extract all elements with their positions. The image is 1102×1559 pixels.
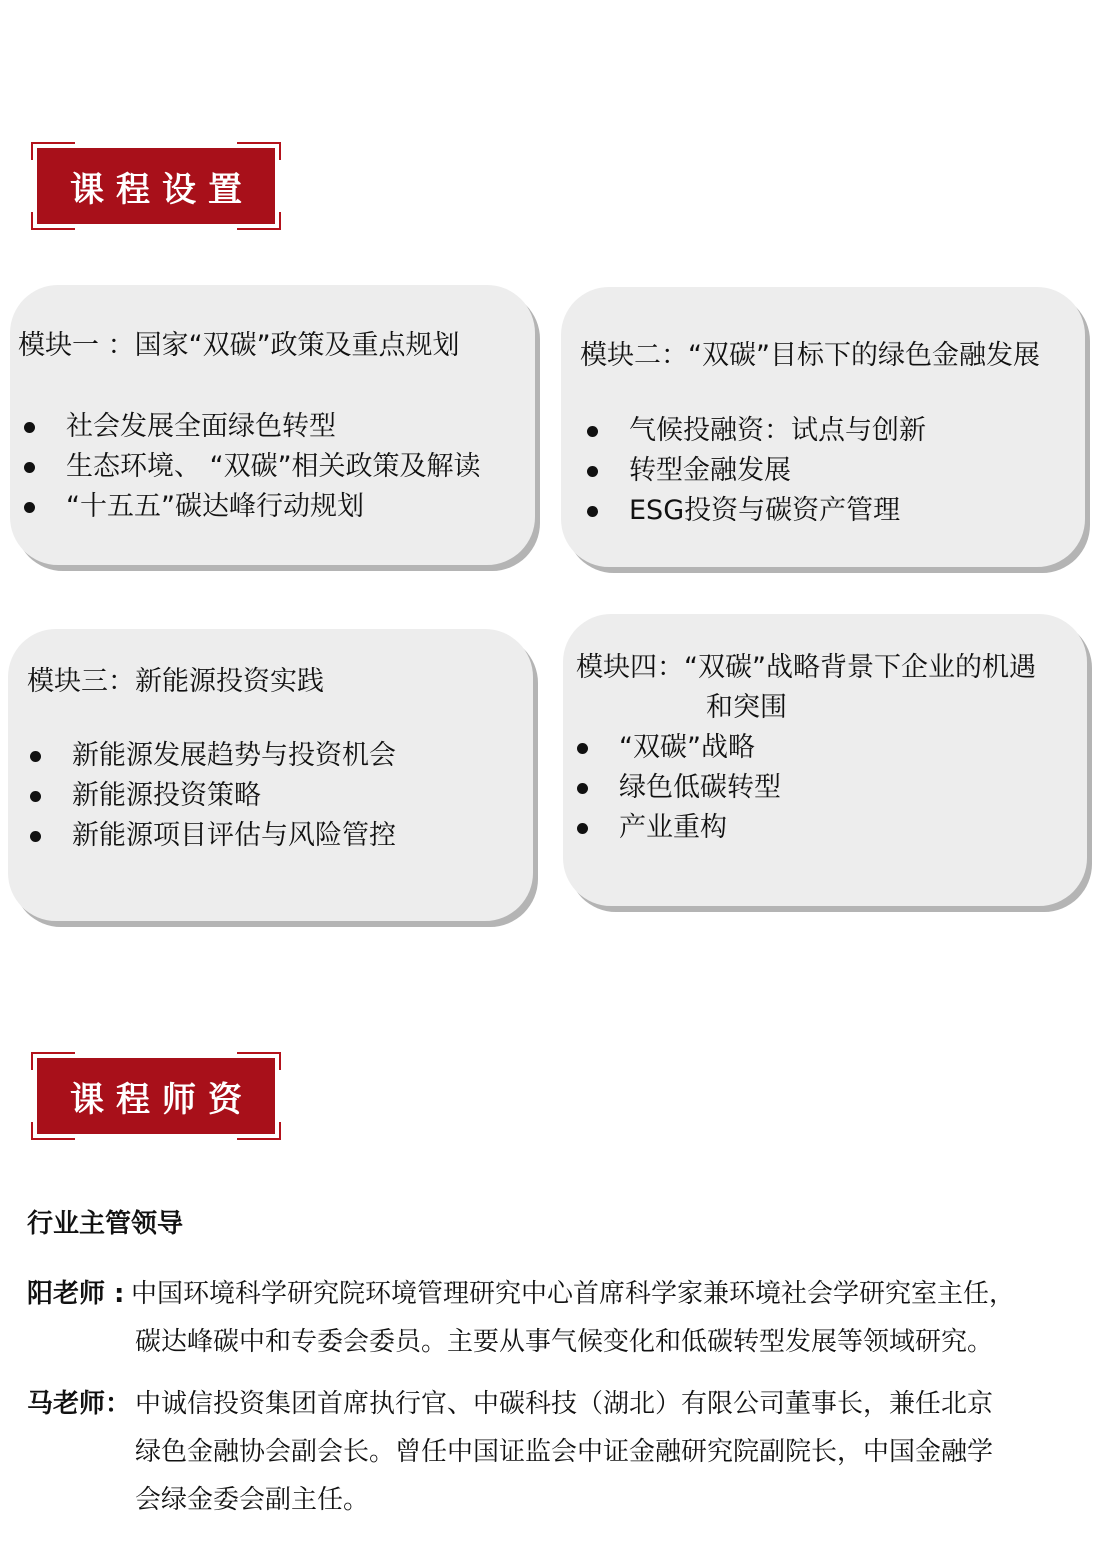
module-card-3	[8, 629, 533, 921]
list-item: 新能源发展趋势与投资机会	[28, 736, 396, 776]
teacher-name: 马老师：	[27, 1389, 132, 1419]
module-title	[576, 648, 1036, 728]
list-item: 产业重构	[575, 808, 781, 848]
list-item: 新能源投资策略	[28, 776, 396, 816]
list-item: 社会发展全面绿色转型	[22, 407, 481, 447]
module-card-2	[561, 287, 1085, 567]
list-item: 新能源项目评估与风险管控	[28, 816, 396, 856]
list-item: “双碳”战略	[575, 728, 781, 768]
list-item: 生态环境、 “双碳”相关政策及解读	[22, 447, 481, 487]
list-item: 转型金融发展	[585, 451, 926, 491]
section-title-teachers: 课程师资	[37, 1058, 275, 1134]
module-title: 模块二：“双碳”目标下的绿色金融发展	[580, 340, 1040, 371]
teacher-name: 阳老师 :	[27, 1279, 125, 1309]
teacher-description	[135, 1380, 1075, 1524]
section-badge-course	[31, 142, 281, 230]
teachers-heading: 行业主管领导	[27, 1209, 184, 1239]
module-item-list	[575, 728, 781, 848]
module-title: 模块一 ：国家“双碳”政策及重点规划	[18, 330, 460, 361]
description-line: 碳达峰碳中和专委会委员。主要从事气候变化和低碳转型发展等领域研究。	[135, 1327, 994, 1357]
description-line: 中诚信投资集团首席执行官、中碳科技（湖北）有限公司董事长，兼任北京	[135, 1389, 994, 1419]
section-badge-teachers	[31, 1052, 281, 1140]
module-item-list	[585, 411, 926, 531]
module-title-line2: 和突围	[706, 692, 787, 723]
description-line: 会绿金委会副主任。	[135, 1485, 370, 1515]
list-item: ESG投资与碳资产管理	[585, 491, 926, 531]
module-card-1	[10, 285, 535, 565]
list-item: 气候投融资：试点与创新	[585, 411, 926, 451]
teacher-description	[131, 1270, 1071, 1366]
section-title-course: 课程设置	[37, 148, 275, 224]
list-item: “十五五”碳达峰行动规划	[22, 487, 481, 527]
module-item-list	[28, 736, 396, 856]
description-line: 绿色金融协会副会长。曾任中国证监会中证金融研究院副院长，中国金融学	[135, 1437, 994, 1467]
description-line: 中国环境科学研究院环境管理研究中心首席科学家兼环境社会学研究室主任，	[131, 1279, 1016, 1309]
list-item: 绿色低碳转型	[575, 768, 781, 808]
module-title-line1: 模块四：“双碳”战略背景下企业的机遇	[576, 652, 1036, 683]
module-title: 模块三：新能源投资实践	[27, 666, 324, 697]
module-item-list	[22, 407, 481, 527]
module-card-4	[563, 614, 1087, 906]
